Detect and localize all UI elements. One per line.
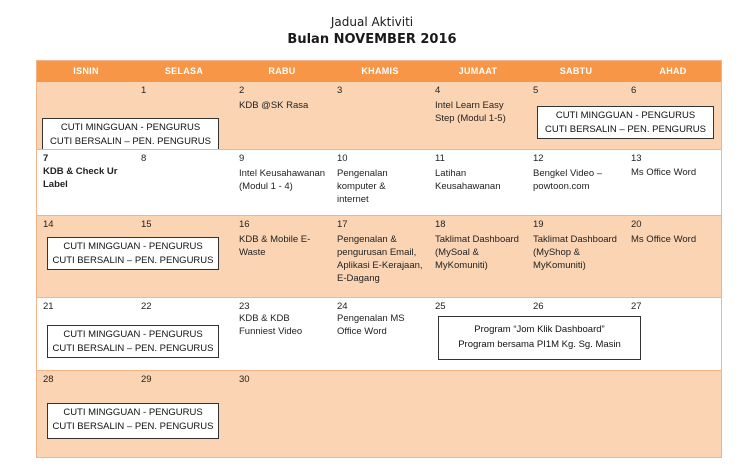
week-row-2 — [37, 149, 721, 215]
date-20: 20 — [631, 219, 642, 230]
date-2: 2 — [239, 85, 245, 96]
title-line-2: Bulan NOVEMBER 2016 — [287, 32, 457, 47]
day-header-sabtu: SABTU — [559, 66, 593, 76]
date-1: 1 — [141, 85, 147, 96]
note-cuti-week4 — [47, 325, 219, 358]
note-cuti-line1: CUTI MINGGUAN - PENGURUS — [63, 329, 203, 340]
event-20: Ms Office Word — [631, 234, 697, 245]
note-cuti-line2: CUTI BERSALIN – PEN. PENGURUS — [52, 255, 214, 266]
day-header-row — [37, 61, 721, 82]
date-8: 8 — [141, 153, 147, 164]
event-11: Latihan Keusahawanan — [435, 168, 501, 192]
date-15: 15 — [141, 219, 152, 230]
note-program-line2: Program bersama PI1M Kg. Sg. Masin — [458, 339, 621, 350]
note-cuti-week3 — [47, 237, 219, 270]
date-26: 26 — [533, 301, 544, 312]
note-cuti-week1-left — [42, 118, 219, 151]
date-9: 9 — [239, 153, 245, 164]
date-7: 7 — [43, 153, 49, 164]
date-10: 10 — [337, 153, 348, 164]
day-header-khamis: KHAMIS — [361, 66, 399, 76]
event-10: Pengenalan komputer & internet — [337, 168, 388, 205]
note-program-line1: Program “Jom Klik Dashboard” — [474, 324, 605, 335]
week-row-5 — [37, 370, 721, 457]
day-header-ahad: AHAD — [659, 66, 687, 76]
date-12: 12 — [533, 153, 544, 164]
date-27: 27 — [631, 301, 642, 312]
note-cuti-line1: CUTI MINGGUAN - PENGURUS — [555, 110, 696, 121]
event-19: Taklimat Dashboard (MyShop & MyKomuniti) — [533, 234, 617, 271]
note-cuti-line1: CUTI MINGGUAN - PENGURUS — [63, 241, 203, 252]
note-cuti-line1: CUTI MINGGUAN - PENGURUS — [60, 122, 201, 133]
day-header-selasa: SELASA — [164, 66, 204, 76]
date-5: 5 — [533, 85, 539, 96]
title-line-1: Jadual Aktiviti — [330, 15, 414, 29]
date-14: 14 — [43, 219, 54, 230]
day-header-rabu: RABU — [268, 66, 296, 76]
date-23: 23 — [239, 301, 250, 312]
event-16: KDB & Mobile E-Waste — [239, 234, 311, 258]
event-17: Pengenalan & pengurusan Email, Aplikasi E-Kerajaan, E-Dagang — [337, 234, 423, 284]
date-30: 30 — [239, 374, 250, 385]
date-18: 18 — [435, 219, 446, 230]
note-cuti-line1: CUTI MINGGUAN - PENGURUS — [63, 407, 203, 418]
date-28: 28 — [43, 374, 54, 385]
event-12: Bengkel Video – powtoon.com — [533, 168, 603, 192]
event-2: KDB @SK Rasa — [239, 100, 309, 111]
calendar-table — [36, 60, 722, 458]
date-16: 16 — [239, 219, 250, 230]
note-cuti-line2: CUTI BERSALIN – PEN. PENGURUS — [49, 136, 211, 147]
date-25: 25 — [435, 301, 446, 312]
note-cuti-week5 — [47, 403, 219, 439]
date-22: 22 — [141, 301, 152, 312]
date-21: 21 — [43, 301, 54, 312]
note-program-jom-klik — [438, 316, 641, 360]
event-7: KDB & Check Ur Label — [43, 166, 118, 190]
date-24: 24 — [337, 301, 348, 312]
date-4: 4 — [435, 85, 441, 96]
note-cuti-line2: CUTI BERSALIN – PEN. PENGURUS — [544, 124, 706, 135]
date-6: 6 — [631, 85, 637, 96]
date-19: 19 — [533, 219, 544, 230]
week-row-4 — [37, 297, 721, 370]
event-4: Intel Learn Easy Step (Modul 1-5) — [435, 100, 506, 124]
event-9: Intel Keusahawanan (Modul 1 - 4) — [239, 168, 326, 192]
note-cuti-week1-right — [537, 106, 714, 139]
week-row-3 — [37, 215, 721, 297]
day-header-jumaat: JUMAAT — [458, 66, 498, 76]
date-13: 13 — [631, 153, 642, 164]
date-11: 11 — [435, 153, 445, 164]
date-29: 29 — [141, 374, 152, 385]
note-cuti-line2: CUTI BERSALIN – PEN. PENGURUS — [52, 343, 214, 354]
week-row-1 — [37, 82, 721, 149]
event-23: KDB & KDB Funniest Video — [239, 313, 303, 337]
day-header-isnin: ISNIN — [73, 66, 99, 76]
date-17: 17 — [337, 219, 348, 230]
event-24: Pengenalan MS Office Word — [337, 313, 405, 337]
note-cuti-line2: CUTI BERSALIN – PEN. PENGURUS — [52, 421, 214, 432]
event-13: Ms Office Word — [631, 167, 697, 178]
event-18: Taklimat Dashboard (MySoal & MyKomuniti) — [435, 234, 519, 271]
date-3: 3 — [337, 85, 343, 96]
